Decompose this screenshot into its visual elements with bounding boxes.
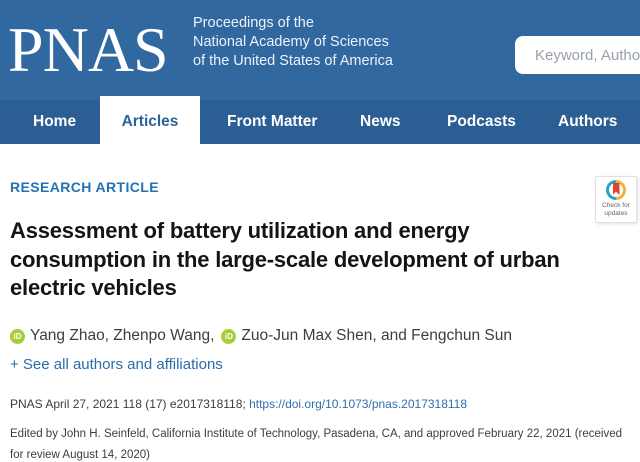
author-list xyxy=(10,327,512,345)
pnas-logo[interactable]: PNAS xyxy=(8,14,168,85)
main-nav xyxy=(0,100,640,144)
edited-by-note: Edited by John H. Seinfeld, California Institute of Technology, Pasadena, CA, and approved February 22, 2021 (received for review August 14, 2020) xyxy=(10,428,623,461)
journal-tagline xyxy=(193,14,393,71)
check-for-updates-button[interactable] xyxy=(595,176,637,223)
citation-line xyxy=(10,397,467,411)
article-title xyxy=(10,217,560,303)
see-all-authors-link[interactable]: + See all authors and affiliations xyxy=(10,356,223,373)
orcid-icon[interactable]: iD xyxy=(10,329,25,344)
crossmark-icon xyxy=(606,180,626,200)
article-type-label: RESEARCH ARTICLE xyxy=(10,179,159,195)
check-updates-label: Check for updates xyxy=(602,202,630,217)
nav-item-home[interactable]: Home xyxy=(33,113,77,130)
tagline-line-2: National Academy of Sciences xyxy=(193,34,389,50)
title-line-1: Assessment of battery utilization and energy xyxy=(10,218,470,243)
tagline-line-3: of the United States of America xyxy=(193,53,393,69)
title-line-3: electric vehicles xyxy=(10,275,177,300)
nav-item-articles[interactable]: Articles xyxy=(100,96,200,150)
masthead xyxy=(0,0,640,100)
doi-link[interactable]: https://doi.org/10.1073/pnas.2017318118 xyxy=(249,397,468,411)
author-group-2: Zuo-Jun Max Shen, and Fengchun Sun xyxy=(241,327,512,344)
author-group-1: Yang Zhao, Zhenpo Wang, xyxy=(30,327,215,344)
nav-item-front-matter[interactable]: Front Matter xyxy=(227,113,318,130)
nav-item-news[interactable]: News xyxy=(360,113,401,130)
nav-item-authors[interactable]: Authors xyxy=(558,113,618,130)
citation-text: PNAS April 27, 2021 118 (17) e2017318118; xyxy=(10,397,250,411)
title-line-2: consumption in the large-scale development of urban xyxy=(10,246,560,272)
orcid-icon[interactable]: iD xyxy=(221,329,236,344)
search-input[interactable] xyxy=(515,36,640,74)
tagline-line-1: Proceedings of the xyxy=(193,15,314,31)
nav-item-podcasts[interactable]: Podcasts xyxy=(447,113,516,130)
